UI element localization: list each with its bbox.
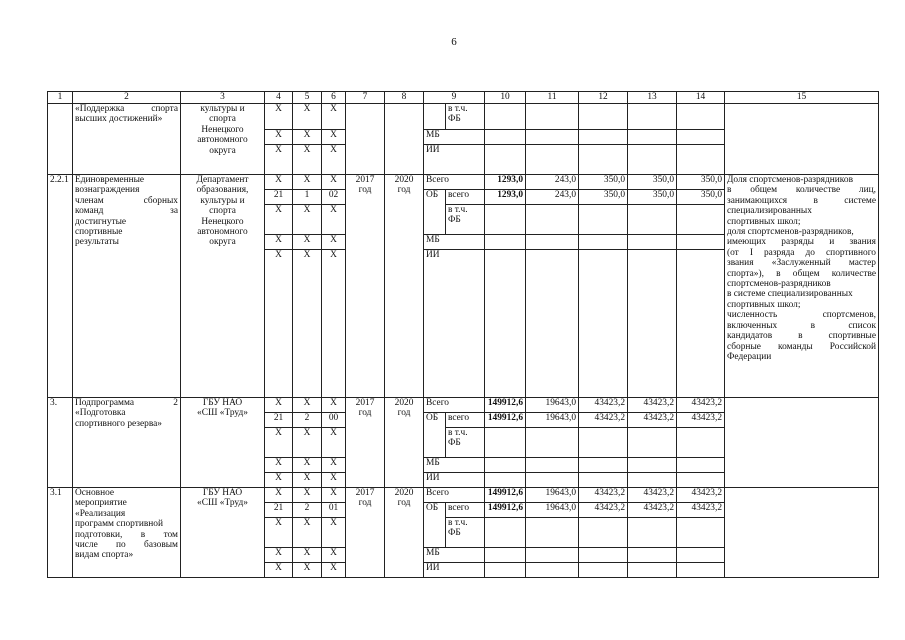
col-header: 3 (181, 92, 265, 104)
code-cell: 2 (293, 413, 322, 428)
end-year: 2020 год (385, 398, 424, 488)
value-cell (485, 428, 526, 458)
value-cell (485, 458, 526, 473)
code-cell: X (322, 130, 346, 145)
value-cell (579, 473, 628, 488)
value-cell (579, 235, 628, 250)
value-cell: 350,0 (579, 190, 628, 205)
code-cell: X (265, 563, 293, 578)
value-cell (579, 563, 628, 578)
code-cell: X (322, 473, 346, 488)
value-cell: 43423,2 (677, 488, 725, 503)
code-cell: 00 (322, 413, 346, 428)
fin-source-ob: ОБ (424, 190, 446, 235)
code-cell: 01 (322, 503, 346, 518)
value-cell: 43423,2 (677, 503, 725, 518)
value-cell (628, 428, 677, 458)
value-cell (526, 428, 579, 458)
code-cell: X (322, 428, 346, 458)
col-header: 5 (293, 92, 322, 104)
value-cell (579, 145, 628, 175)
value-cell (485, 518, 526, 548)
value-cell: 19643,0 (526, 503, 579, 518)
fin-source-ob: ОБ (424, 413, 446, 458)
fin-source-mb: МБ (424, 235, 485, 250)
value-cell (526, 104, 579, 130)
fin-source-fb: в т.ч. ФБ (446, 205, 485, 235)
value-cell (677, 104, 725, 130)
code-cell: X (322, 563, 346, 578)
code-cell: X (293, 488, 322, 503)
value-cell (579, 130, 628, 145)
value-cell (677, 145, 725, 175)
value-cell (677, 428, 725, 458)
fin-source-mb: МБ (424, 130, 485, 145)
code-cell: 2 (293, 503, 322, 518)
value-cell (579, 518, 628, 548)
code-cell: 21 (265, 413, 293, 428)
code-cell: X (322, 548, 346, 563)
col-header: 8 (385, 92, 424, 104)
value-cell (526, 458, 579, 473)
start-year (346, 104, 385, 175)
activity-name: Основное мероприятие «Реализация программ спортивной подготовки, в том числе по базовым видам спорта» (73, 488, 181, 578)
value-cell: 19643,0 (526, 413, 579, 428)
code-cell: X (265, 488, 293, 503)
code-cell: X (265, 235, 293, 250)
code-cell: X (293, 145, 322, 175)
fin-source-mb: МБ (424, 458, 485, 473)
value-total: 1293,0 (485, 190, 526, 205)
code-cell: X (293, 518, 322, 548)
value-cell: 350,0 (677, 175, 725, 190)
value-cell (677, 250, 725, 398)
value-cell (526, 563, 579, 578)
value-cell: 350,0 (628, 190, 677, 205)
code-cell: X (293, 398, 322, 413)
value-cell (526, 473, 579, 488)
fin-source-total: Всего (424, 175, 485, 190)
code-cell: X (322, 458, 346, 473)
code-cell: 21 (265, 503, 293, 518)
value-cell: 19643,0 (526, 398, 579, 413)
value-cell (526, 130, 579, 145)
row-number (48, 104, 73, 175)
end-year (385, 104, 424, 175)
code-cell: X (265, 175, 293, 190)
code-cell: X (265, 104, 293, 130)
col-header: 1 (48, 92, 73, 104)
value-cell (628, 250, 677, 398)
activity-name: «Поддержка спорта высших достижений» (73, 104, 181, 175)
indicators (725, 398, 879, 488)
start-year: 2017 год (346, 175, 385, 398)
row-number: 3. (48, 398, 73, 488)
code-cell: X (322, 205, 346, 235)
code-cell: X (322, 250, 346, 398)
value-cell (677, 563, 725, 578)
value-cell (485, 250, 526, 398)
code-cell: X (293, 130, 322, 145)
value-cell (579, 250, 628, 398)
value-cell (579, 104, 628, 130)
value-cell (628, 518, 677, 548)
value-cell (628, 130, 677, 145)
code-cell: X (265, 398, 293, 413)
code-cell: X (265, 548, 293, 563)
value-cell (526, 548, 579, 563)
value-cell (485, 104, 526, 130)
col-header: 13 (628, 92, 677, 104)
value-cell: 43423,2 (579, 413, 628, 428)
code-cell: X (265, 145, 293, 175)
code-cell: 21 (265, 190, 293, 205)
code-cell: X (265, 250, 293, 398)
value-cell: 43423,2 (628, 503, 677, 518)
fin-source-fb: в т.ч. ФБ (446, 104, 485, 130)
value-cell (628, 145, 677, 175)
code-cell: X (293, 458, 322, 473)
table-row (48, 175, 879, 190)
code-cell: X (293, 104, 322, 130)
code-cell: X (293, 175, 322, 190)
activity-name: Подпрограмма 2 «Подготовка спортивного резерва» (73, 398, 181, 488)
code-cell: 02 (322, 190, 346, 205)
fin-source-total: Всего (424, 488, 485, 503)
col-header: 9 (424, 92, 485, 104)
value-cell (677, 518, 725, 548)
value-cell (628, 473, 677, 488)
start-year: 2017 год (346, 398, 385, 488)
value-cell (526, 205, 579, 235)
fin-source-mb: МБ (424, 548, 485, 563)
code-cell: 1 (293, 190, 322, 205)
code-cell: X (265, 205, 293, 235)
code-cell: X (322, 488, 346, 503)
code-cell: X (265, 428, 293, 458)
table-row (48, 398, 879, 413)
value-cell (526, 518, 579, 548)
value-total: 149912,6 (485, 503, 526, 518)
column-number-row (48, 92, 879, 104)
indicators (725, 104, 879, 175)
activity-name: Единовременные вознаграждения членам сборных команд за достигнутые спортивные результаты (73, 175, 181, 398)
fin-source-vsego: всего (446, 503, 485, 518)
code-cell: X (322, 175, 346, 190)
fin-source-ii: ИИ (424, 145, 485, 175)
col-header: 11 (526, 92, 579, 104)
value-cell (485, 563, 526, 578)
value-cell (628, 548, 677, 563)
value-cell: 43423,2 (628, 398, 677, 413)
fin-source-total: Всего (424, 398, 485, 413)
value-cell: 350,0 (579, 175, 628, 190)
col-header: 4 (265, 92, 293, 104)
program-table (47, 91, 879, 578)
indicators: Доля спортсменов-разрядников в общем количестве лиц, занимающихся в системе специализированных спортивных школ; доля спортсменов-разрядников, имеющих разряды и звания (от I разряда до спортивного звания «Заслуженный мастер спорта»), в общем количестве спортсменов-разрядников в системе специализированных спортивных школ; численность спортсменов, включенных в список кандидатов в спортивные сборные команды Российской Федерации (725, 175, 879, 398)
col-header: 10 (485, 92, 526, 104)
fin-source-blank (424, 104, 446, 130)
fin-source-ii: ИИ (424, 250, 485, 398)
value-cell (677, 205, 725, 235)
value-cell (579, 205, 628, 235)
page-number: 6 (451, 36, 457, 48)
fin-source-vsego: всего (446, 413, 485, 428)
code-cell: X (322, 398, 346, 413)
value-cell (628, 235, 677, 250)
value-cell: 43423,2 (579, 488, 628, 503)
col-header: 2 (73, 92, 181, 104)
value-cell (677, 458, 725, 473)
value-cell (485, 205, 526, 235)
fin-source-ii: ИИ (424, 563, 485, 578)
value-total: 1293,0 (485, 175, 526, 190)
value-cell: 43423,2 (579, 503, 628, 518)
value-cell (485, 548, 526, 563)
value-cell: 350,0 (677, 190, 725, 205)
col-header: 12 (579, 92, 628, 104)
value-cell (628, 205, 677, 235)
fin-source-vsego: всего (446, 190, 485, 205)
end-year: 2020 год (385, 488, 424, 578)
value-cell (526, 235, 579, 250)
fin-source-ob: ОБ (424, 503, 446, 548)
value-total: 149912,6 (485, 398, 526, 413)
code-cell: X (293, 235, 322, 250)
value-cell: 43423,2 (628, 488, 677, 503)
value-cell: 350,0 (628, 175, 677, 190)
fin-source-ii: ИИ (424, 473, 485, 488)
row-number: 2.2.1 (48, 175, 73, 398)
code-cell: X (265, 458, 293, 473)
value-cell: 243,0 (526, 175, 579, 190)
indicators (725, 488, 879, 578)
value-cell (526, 145, 579, 175)
value-cell: 19643,0 (526, 488, 579, 503)
table-row (48, 488, 879, 503)
code-cell: X (322, 145, 346, 175)
code-cell: X (293, 473, 322, 488)
value-cell (485, 235, 526, 250)
executor: культуры и спорта Ненецкого автономного округа (181, 104, 265, 175)
value-cell: 43423,2 (579, 398, 628, 413)
value-cell: 243,0 (526, 190, 579, 205)
value-cell (579, 428, 628, 458)
executor: ГБУ НАО «СШ «Труд» (181, 398, 265, 488)
row-number: 3.1 (48, 488, 73, 578)
executor: Департамент образования, культуры и спорта Ненецкого автономного округа (181, 175, 265, 398)
col-header: 6 (322, 92, 346, 104)
value-cell (677, 235, 725, 250)
code-cell: X (293, 563, 322, 578)
code-cell: X (293, 548, 322, 563)
code-cell: X (322, 518, 346, 548)
value-total: 149912,6 (485, 488, 526, 503)
code-cell: X (293, 428, 322, 458)
value-cell (677, 130, 725, 145)
code-cell: X (293, 205, 322, 235)
value-cell (485, 130, 526, 145)
code-cell: X (322, 235, 346, 250)
value-cell (677, 473, 725, 488)
code-cell: X (265, 473, 293, 488)
value-cell (628, 104, 677, 130)
value-cell (579, 548, 628, 563)
value-cell (628, 563, 677, 578)
value-cell: 43423,2 (677, 398, 725, 413)
value-total: 149912,6 (485, 413, 526, 428)
value-cell: 43423,2 (677, 413, 725, 428)
fin-source-fb: в т.ч. ФБ (446, 428, 485, 458)
col-header: 7 (346, 92, 385, 104)
executor: ГБУ НАО «СШ «Труд» (181, 488, 265, 578)
col-header: 15 (725, 92, 879, 104)
end-year: 2020 год (385, 175, 424, 398)
value-cell (485, 145, 526, 175)
code-cell: X (322, 104, 346, 130)
value-cell (526, 250, 579, 398)
value-cell (677, 548, 725, 563)
value-cell: 43423,2 (628, 413, 677, 428)
fin-source-fb: в т.ч. ФБ (446, 518, 485, 548)
start-year: 2017 год (346, 488, 385, 578)
table-row (48, 104, 879, 130)
code-cell: X (265, 518, 293, 548)
value-cell (579, 458, 628, 473)
code-cell: X (265, 130, 293, 145)
col-header: 14 (677, 92, 725, 104)
value-cell (485, 473, 526, 488)
value-cell (628, 458, 677, 473)
code-cell: X (293, 250, 322, 398)
